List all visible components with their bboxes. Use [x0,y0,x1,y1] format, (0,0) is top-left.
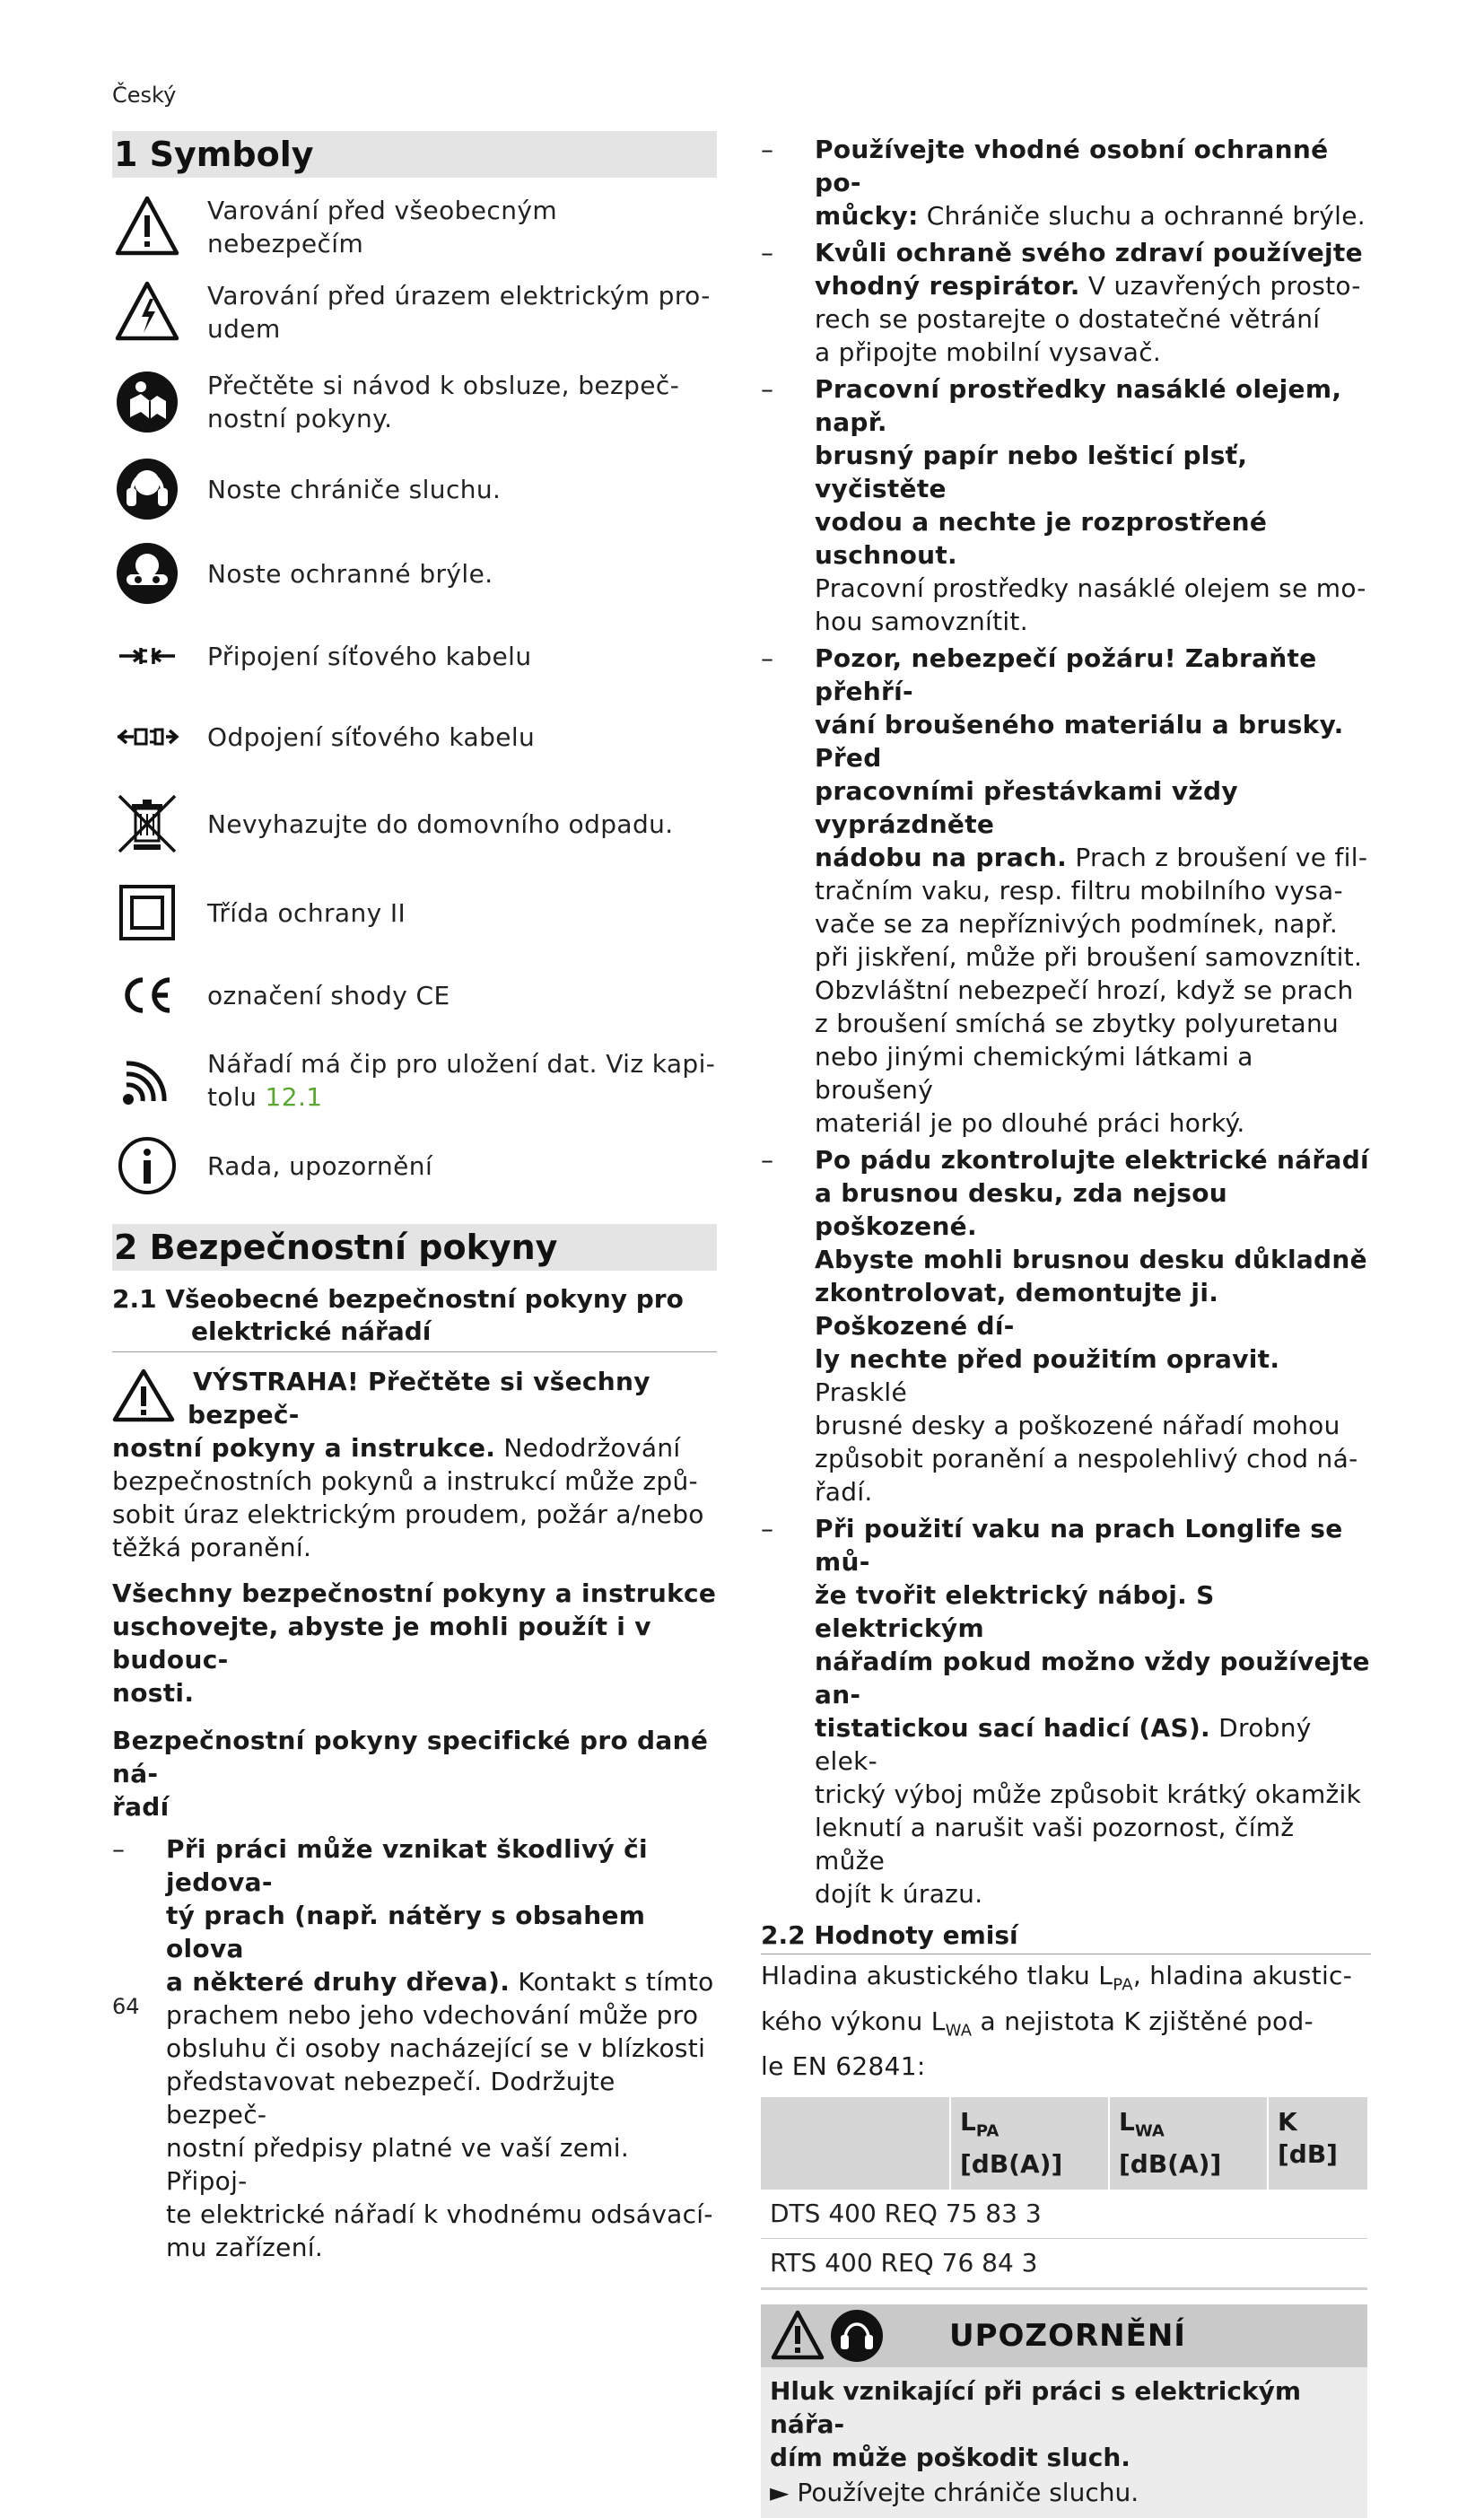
general-warning [112,1365,717,1564]
bullet-item: – Při práci může vznikat škodlivý či jedova- tý prach (např. nátěry s obsahem olova a některé druhy dřeva). Kontakt s tímto prachem nebo jeho vdechování může pro obsluhu či osoby nacházející se v blízkosti představovat nebezpečí. Dodržujte bezpeč- nostní předpisy platné ve vaší zemi. Připoj- te elektrické nářadí k vhodnému odsávací- mu zařízení. [112,1834,714,2262]
symbol-row [112,452,717,526]
symbol-row [112,1041,717,1120]
bullet-bold: Kvůli ochraně svého zdraví používejte vhodný respirátor. [815,238,1363,301]
symbol-text: Odpojení síťového kabelu [207,721,536,752]
bullet-text: Drobný elek- trický výboj může způsobit krátký okamžik leknutí a narušit vaši pozornost, čímž může dojít k úrazu. [815,1713,1362,1909]
page-number: 64 [112,1994,140,2019]
plug-disconnect-icon [112,702,182,772]
bullet-item: – Kvůli ochraně svého zdraví používejte vhodný respirátor. V uzavřených prosto- rech se postarejte o dostatečné větrání a připojte mobilní vysavač. [761,238,1363,367]
notice-action-text: ► Používejte chrániče sluchu. [770,2477,1139,2507]
bullet-text: Chrániče sluchu a ochranné brýle. [918,201,1366,231]
keep-instructions-text: Všechny bezpečnostní pokyny a instrukce uschovejte, abyste je mohli použít i v budouc- nosti. [112,1578,717,1708]
section-1-title: 1 Symboly [112,131,717,178]
ce-mark-icon [112,960,182,1030]
protection-class-ii-icon [112,878,182,948]
bullet-bold: Používejte vhodné osobní ochranné po- můcky: [815,135,1329,231]
table-row [761,2190,1367,2239]
specific-instructions-title: Bezpečnostní pokyny specifické pro dané ná- řadí [112,1726,709,1822]
ear-protection-icon [112,454,182,524]
symbol-text: Varování před všeobecným nebezpečím [207,196,557,258]
noise-notice [761,2304,1367,2518]
bullet-item: – Pozor, nebezpečí požáru! Zabraňte přehří- vání broušeného materiálu a brusky. Před pracovními přestávkami vždy vyprázdněte nádobu na prach. Prach z broušení ve fil- tračním vaku, resp. filtru mobilního vysa- vače se za nepříznivých podmínek, např. při jiskření, může při broušení samovznítit. Obzvláštní nebezpečí hrozí, když se prach z broušení smíchá se zbytky polyuretanu nebo jinými chemickými látkami a broušený materiál je po dlouhé práci horký. [761,643,1368,1138]
warning-triangle-icon [112,192,182,262]
symbol-text: Rada, upozornění [207,1150,433,1181]
subsection-2-1-line2: elektrické nářadí [191,1316,432,1346]
bullet-bold: Pracovní prostředky nasáklé olejem, např. brusný papír nebo lešticí plsť, vyčistěte vodou a nechte je rozprostřené uschnout. [815,374,1342,570]
notice-bold-text: Hluk vznikající při práci s elektrickým nářa- dím může poškodit sluch. [770,2375,1302,2472]
warning-triangle-icon [112,1368,175,1422]
symbol-text: Nářadí má čip pro uložení dat. Viz kapi- tolu 12.1 [207,1049,716,1112]
right-column [761,131,1371,2518]
symbol-text: označení shody CE [207,980,450,1010]
bullet-bold: Pozor, nebezpečí požáru! Zabraňte přehří- vání broušeného materiálu a brusky. Před pracovními přestávkami vždy vyprázdněte nádobu na prach. [815,643,1344,872]
notice-title: UPOZORNĚNÍ [949,2317,1186,2354]
symbol-text: Třída ochrany II [207,897,406,928]
warning-triangle-icon [770,2308,825,2364]
symbol-row [112,273,717,352]
bullet-bold: Při použití vaku na prach Longlife se mů- že tvořit elektrický náboj. S elektrickým nářadím pokud možno vždy používejte an- tistatickou sací hadicí (AS). [815,1514,1370,1743]
symbol-text: Nevyhazujte do domovního odpadu. [207,809,674,839]
symbol-row [112,192,717,262]
bullet-text: Prach z broušení ve fil- tračním vaku, resp. filtru mobilního vysa- vače se za nepříznivých podmínek, např. při jiskření, může při broušení samovznítit. Obzvláštní nebezpečí hrozí, když se prach z broušení smíchá se zbytky polyuretanu nebo jinými chemickými látkami a broušený materiál je po dlouhé práci horký. [815,843,1368,1138]
notice-header [761,2304,1367,2367]
bullet-item: – Pracovní prostředky nasáklé olejem, např. brusný papír nebo lešticí plsť, vyčistěte vodou a nechte je rozprostřené uschnout. Pracovní prostředky nasáklé olejem se mo- hou samovznítit. [761,374,1366,636]
symbol-list [112,192,717,1201]
subsection-2-1-line1: 2.1 Všeobecné bezpečnostní pokyny pro [112,1284,684,1314]
symbol-row [112,621,717,691]
table-header-k: K [dB] [1268,2097,1367,2190]
table-row [761,2238,1367,2288]
ear-protection-icon [829,2308,885,2364]
data-chip-icon [112,1045,182,1115]
symbol-row [112,783,717,865]
subsection-2-2-title: 2.2 Hodnoty emisí [761,1919,1371,1954]
subsection-2-1-title [112,1283,717,1352]
bullet-text: Prasklé brusné desky a poškozené nářadí mohou způsobit poranění a nespolehlivý chod ná- řadí. [815,1377,1358,1507]
symbol-row [112,537,717,610]
table-header-lwa: $L_{WA}$ [dB(A)] [1109,2097,1268,2190]
warning-text: Nedodržování bezpečnostních pokynů a instrukcí může způ- sobit úraz elektrickým proudem, požár a/nebo těžká poranění. [112,1433,704,1562]
left-column [112,131,717,2264]
section-2-title: 2 Bezpečnostní pokyny [112,1224,717,1271]
read-manual-icon [112,367,182,437]
bullet-bold: Při práci může vznikat škodlivý či jedova- tý prach (např. nátěry s obsahem olova a některé druhy dřeva). [166,1834,648,1997]
table-header-lpa: $L_{PA}$ [dB(A)] [950,2097,1109,2190]
eye-protection-icon [112,538,182,608]
emission-table [761,2097,1367,2290]
symbol-row [112,363,717,442]
no-household-waste-icon [112,789,182,859]
chapter-link[interactable]: 12.1 [265,1082,323,1112]
symbol-row [112,876,717,949]
bullet-item: – Používejte vhodné osobní ochranné po- můcky: Chrániče sluchu a ochranné brýle. [761,135,1366,231]
electric-warning-icon [112,277,182,347]
bullet-item: – Při použití vaku na prach Longlife se mů- že tvořit elektrický náboj. S elektrickým nářadím pokud možno vždy používejte an- tistatickou sací hadicí (AS). Drobný elek- trický výboj může způsobit krátký okamžik leknutí a narušit vaši pozornost, čímž může dojít k úrazu. [761,1514,1370,1909]
symbol-text: Varování před úrazem elektrickým pro- udem [207,281,711,344]
bullet-item: – Po pádu zkontrolujte elektrické nářadí a brusnou desku, zda nejsou poškozené. Abyste mohli brusnou desku důkladně zkontrolovat, demontujte ji. Poškozené dí- ly nechte před použitím opravit. Prasklé brusné desky a poškozené nářadí mohou způsobit poranění a nespolehlivý chod ná- řadí. [761,1145,1369,1507]
symbol-text: Noste chrániče sluchu. [207,474,502,504]
symbol-text: Připojení síťového kabelu [207,641,532,671]
table-header-empty [761,2097,950,2190]
bullet-bold: Po pádu zkontrolujte elektrické nářadí a brusnou desku, zda nejsou poškozené. Abyste mohli brusnou desku důkladně zkontrolovat, demontujte ji. Poškozené dí- ly nechte před použitím opravit. [815,1145,1369,1374]
symbol-row [112,960,717,1030]
info-icon [112,1131,182,1201]
emission-intro: Hladina akustického tlaku $L_{PA}$, hladina akustic- kého výkonu $L_{WA}$ a nejistota K zjištěné pod- le EN 62841: [761,1961,1353,2082]
bullet-text: V uzavřených prosto- rech se postarejte o dostatečné větrání a připojte mobilní vysavač. [815,271,1361,367]
symbol-row [112,1131,717,1201]
warning-bold-text: VÝSTRAHA! Přečtěte si všechny bezpeč- nostní pokyny a instrukce. [112,1367,650,1463]
plug-connect-icon [112,621,182,691]
bullet-text: Kontakt s tímto prachem nebo jeho vdechování může pro obsluhu či osoby nacházející se v blízkosti představovat nebezpečí. Dodržujte bezpeč- nostní předpisy platné ve vaší zemi. Připoj- te elektrické nářadí k vhodnému odsávací- mu zařízení. [166,1967,714,2262]
table-cell: RTS 400 REQ 76 84 3 [761,2238,1367,2288]
right-bullets [761,133,1371,1910]
symbol-text: Přečtěte si návod k obsluze, bezpeč- nostní pokyny. [207,371,680,433]
bullet-text: Pracovní prostředky nasáklé olejem se mo- hou samovznítit. [815,573,1366,636]
symbol-row [112,702,717,772]
table-header-row [761,2097,1367,2190]
notice-body [761,2367,1367,2518]
language-label: Český [112,83,177,108]
table-cell: DTS 400 REQ 75 83 3 [761,2190,1367,2239]
symbol-text: Noste ochranné brýle. [207,558,493,589]
